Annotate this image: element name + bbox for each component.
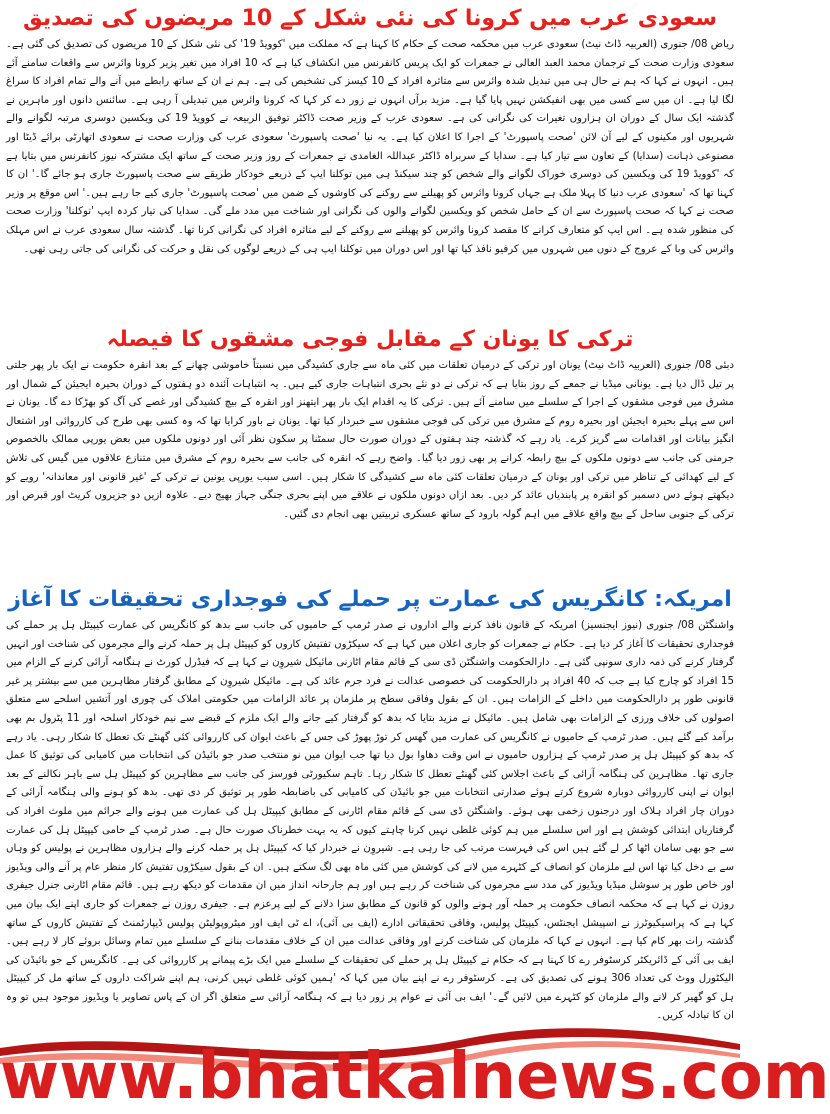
article-body: واشنگٹن 08/ جنوری (نیوز ایجنسیز) امریکہ کے قانون نافذ کرنے والے اداروں نے صدر ٹرمپ کے حامیوں کی جانب سے بدھ کو کانگریس کی عمارت کیپیٹل ہل پر حملے کی فوجداری تحقیقات کا آغاز کر دیا ہے۔ حکام نے جمعرات کو جاری اعلان میں کہا ہے کہ سیکڑوں تفتیش کاروں کو کیپیٹل ہل پر حملہ کرنے والے مجرموں کی شناخت اور انہیں گرفتار کرنے کی ذمہ داری سونپی گئی ہے۔ دارالحکومت واشنگٹن ڈی سی کے قائم مقام اٹارنی مائیکل شیروِن نے کہا ہے کہ فیڈرل کورٹ نے ہنگامہ آرائی کرنے کے الزام میں 15 افراد کو چارج کیا ہے جب کہ 40 افراد پر دارالحکومت کی خصوصی عدالت نے فرد جرم عائد کی ہے۔ مائیکل شیروِن کے مطابق گرفتار مظاہرین میں سے بیشتر پر غیر قانونی طور پر دارالحکومت میں داخلے کے الزامات ہیں۔ ان کے بقول وفاقی سطح پر ملزمان پر عائد الزامات میں حکومتی املاک کی چوری اور آتشیں اسلحے سے متعلق اصولوں کی خلاف ورزی کے الزامات بھی شامل ہیں۔ مائیکل نے مزید بتایا کہ بدھ کو گرفتار کیے جانے والے ایک ملزم کے قبضے سے نیم خودکار اسلحہ اور 11 پٹرول بم بھی برآمد کیے گئے ہیں۔ صدر ٹرمپ کے حامیوں نے کانگریس کی عمارت میں گھس کر توڑ پھوڑ کی جس کے باعث ایوان کی کارروائی کئی گھنٹے تک تعطل کا شکار رہی۔ یاد رہے کہ بدھ کو کیپیٹل ہل پر صدر ٹرمپ کے ہزاروں حامیوں نے اس وقت دھاوا بول دیا تھا جب ایوان میں نو منتخب صدر جو بائیڈن کی انتخابات میں کامیابی کی توثیق کا عمل جاری تھا۔ مظاہرین کی ہنگامہ آرائی کے باعث اجلاس کئی گھنٹے تعطل کا شکار رہا۔ تاہم سکیورٹی فورسز کی جانب سے مظاہرین کو کیپیٹل ہل سے باہر نکالنے کے بعد ایوان نے اپنی کارروائی دوبارہ شروع کرتے ہوئے صدارتی انتخابات میں جو بائیڈن کی کامیابی کی باضابطہ طور پر توثیق کر دی تھی۔ بدھ کو ہونے والی ہنگامہ آرائی کے دوران چار افراد ہلاک اور درجنوں زخمی بھی ہوئے۔ واشنگٹن ڈی سی کے قائم مقام اٹارنی کے مطابق کیپیٹل ہل کی عمارت میں ہونے والے جرائم میں ملوث افراد کی گرفتاریاں ابتدائی کوشش ہے اور اس سلسلے میں ہم کوئی غلطی نہیں کرنا چاہتے کیوں کہ یہ بہت خطرناک صورت حال ہے۔ صدر ٹرمپ کے حامی کیپیٹل ہل کی عمارت سے جو بھی سامان اٹھا کر لے گئے ہیں اس کی فہرست مرتب کی جا رہی ہے۔ شیروِن نے خبردار کیا کہ کیپیٹل ہل پر حملہ کرنے والے ہزاروں مظاہرین نے پولیس کو وہاں سے بے دخل کیا تھا اس لیے ملزمان کو انصاف کے کٹہرے میں لانے کی کوشش میں کئی ماہ بھی لگ سکتے ہیں۔ ان کے بقول سیکڑوں تفتیش کار منظر عام پر آنے والی ویڈیوز اور خاص طور پر سوشل میڈیا ویڈیوز کی مدد سے مجرموں کی شناخت کر رہے ہیں اور ہم جارحانہ انداز میں ان مقدمات کو دیکھ رہے ہیں۔ قائم مقام اٹارنی جنرل جیفری روزن نے کہا ہے کہ محکمہ انصاف حکومت پر حملہ آور ہونے والوں کو قانون کے مطابق سزا دلانے کے لیے پرعزم ہے۔ جیفری روزن نے جمعرات کو جاری اپنے ایک بیان میں کہا ہے کہ پراسیکیوٹرز نے اسپیشل ایجنٹس، کیپیٹل پولیس، وفاقی تحقیقاتی ادارے (ایف بی آئی)، اے ٹی ایف اور میٹروپولیٹن پولیس ڈیپارٹمنٹ کے تفتیش کاروں کے ساتھ گذشتہ رات بھر کام کیا ہے۔ انہوں نے کہا کہ ملزمان کی شناخت کرنے اور وفاقی عدالت میں ان کے خلاف مقدمات بنانے کے سلسلے میں تمام وسائل بروئے کار لا رہے ہیں۔ ایف بی آئی کے ڈائریکٹر کرسٹوفر رے کا کہنا ہے کہ حکام نے کیپیٹل ہل پر حملے کی تحقیقات کے سلسلے میں ایک بڑے پیمانے پر کارروائی کی ہے۔ کانگریس کے جو بائیڈن کی الیکٹورل ووٹ کی تعداد 306 ہونے کی تصدیق کی ہے۔ کرسٹوفر رے نے اپنے بیان میں کہا کہ 'ہمیں کوئی غلطی نہیں کرنی، ہم اپنے شراکت داروں کے ساتھ مل کر کیپیٹل ہل کو گھیر کر لانے والے ملزمان کو کٹہرے میں لائیں گے۔' ایف بی آئی نے عوام پر زور دیا ہے کہ ہنگامہ آرائی سے متعلق اگر ان کے پاس تصاویر یا ویڈیوز موجود ہیں تو وہ ان کا تبادلہ کریں۔	[6, 620, 735, 1022]
site-footer-banner	[0, 1028, 830, 1114]
article-turkey-greece	[6, 323, 734, 603]
article-body: دبئی 08/ جنوری (العربیہ ڈاٹ نیٹ) یونان اور ترکی کے درمیان تعلقات میں کئی ماہ سے جاری کشیدگی میں نسبتاً خاموشی چھانے کے بعد انقرہ حکومت نے ایک بار پھر جلتی پر تیل ڈال دیا ہے۔ یونانی میڈیا نے جمعے کے روز بتایا ہے کہ ترکی نے دو نئے بحری انتباہات جاری کیے ہیں۔ یہ انتباہات آئندہ دو ہفتوں کے دوران بحیرہ ایجیئن کے شمال اور مشرق میں فوجی مشقوں کے اجرا کے سلسلے میں سامنے آئے ہیں۔ ترکی کا یہ اقدام ایک بار پھر ایتھنز اور انقرہ کے بیچ کشیدگی اور غصے کی آگ کو بھڑکا دے گا۔ یونان نے اس سے پہلے بحیرہ ایجیئن اور بحیرہ روم کے مشرق میں ترکی کی فوجی مشقوں سے خبردار کیا تھا۔ یونان نے باور کرایا تھا کہ وہ کسی بھی طرح کی کارروائی اور اشتعال انگیز بیانات اور اقدامات سے گریز کرے۔ یاد رہے کہ گذشتہ چند ہفتوں کے دوران صورت حال سمٹنا پر سکون نظر آئی اور دونوں ملکوں میں بعض یورپی ممالک بالخصوص جرمنی کی جانب سے دونوں ملکوں کے بیچ رابطہ کرانے پر بھی زور دیا گیا۔ واضح رہے کہ انقرہ کی جانب سے بحیرہ روم کے مشرق میں متنازع علاقوں میں گیس کی تلاش کے لیے کھدائی کے تناظر میں ترکی اور یونان کے درمیان تعلقات کئی ماہ سے کشیدگی کا شکار ہیں۔ اسی سبب یورپی یونین نے ترکی کے 'غیر قانونی اور معاندانہ' رویے کو دیکھتے ہوئے دس دسمبر کو انقرہ پر پابندیاں عائد کر دیں۔ بعد ازاں دونوں ملکوں نے علاقے میں اپنے بحری جنگی جہاز بھیج دیے۔ علاوہ ازیں دو جزیروں کریٹ اور قبرص اور ترکی کے جنوبی ساحل کے بیچ واقع علاقے میں اہم گولہ بارود کے ساتھ عسکری تربیتیں بھی انجام دی گئیں۔	[6, 360, 734, 520]
article-us-capitol	[6, 583, 734, 1047]
website-url[interactable]: www.bhatkalnews.com	[0, 1040, 830, 1114]
article-body: ریاض 08/ جنوری (العربیہ ڈاٹ نیٹ) سعودی عرب میں محکمہ صحت کے حکام کا کہنا ہے کہ مملکت میں 'کوویڈ 19' کی نئی شکل کے 10 مریضوں کی تصدیق کی گئی ہے۔ سعودی وزارت صحت کے ترجمان محمد العبد العالی نے جمعرات کو ایک پریس کانفرنس میں انکشاف کیا ہے کہ 10 افراد میں تغیر پزیر کرونا وائرس سے واقعات سامنے آئے ہیں۔ انہوں نے کہا کہ ہم نے حال ہی میں تبدیل شدہ وائرس سے متاثرہ افراد کے 10 کیسز کی تشخیص کی ہے۔ ہم نے ان کے ساتھ رابطے میں آنے والے تمام افراد کا سراغ لگا لیا ہے۔ ان میں سے کسی میں بھی انفیکشن نہیں پایا گیا ہے۔ مزید برآں انہوں نے زور دے کر کہا کہ کرونا وائرس میں تبدیلی آ رہی ہے۔ سائنس دانوں اور ماہرین نے گذشتہ ایک سال کے دوران ان ہزاروں تغیرات کی نگرانی کی ہے۔ سعودی عرب کے وزیر صحت ڈاکٹر توفیق الربیعہ نے کوویڈ 19 کی ویکسین دوسری مرتبہ لگوانے والے شہریوں اور مکینوں کے لیے آن لائن 'صحت پاسپورٹ' کے اجرا کا اعلان کیا ہے۔ یہ نیا 'صحت پاسپورٹ' سعودی عرب کی وزارت صحت نے سعودی اتھارٹی برائے ڈیٹا اور مصنوعی ذہانت (سدایا) کے تعاون سے تیار کیا ہے۔ سدایا کے سربراہ ڈاکٹر عبداللہ الغامدی نے جمعرات کے روز وزیر صحت کے ساتھ ایک مشترکہ نیوز کانفرنس میں بتایا ہے کہ 'کوویڈ 19 کی ویکسین کی دوسری خوراک لگوانے والے شخص کو چند سیکنڈ ہی میں توکلنا ایپ کے ذریعے خودکار طریقے سے صحت پاسپورٹ جاری ہو جائے گا۔' ان کا کہنا تھا کہ 'سعودی عرب دنیا کا پہلا ملک ہے جہاں کرونا وائرس کو پھیلنے سے روکنے کی کاوشوں کے ضمن میں 'صحت پاسپورٹ' جاری کیے جا رہے ہیں۔' اس موقع پر وزیر صحت نے کہا کہ صحت پاسپورٹ سے ان کے حامل شخص کو ویکسین لگوانے والوں کی نگرانی اور شناخت میں مدد ملے گی۔ سدایا کی تیار کردہ ایپ 'توکلنا' وزارت صحت کی منظور شدہ ہے۔ اس ایپ کو متعارف کرانے کا مقصد کرونا وائرس کو پھیلنے سے روکنے کے لیے متاثرہ افراد کی نگرانی کرنا تھا۔ گذشتہ سال سعودی عرب نے اس مہلک وائرس کی وبا کے عروج کے دنوں میں شہروں میں کرفیو نافذ کیا تھا اور اس دوران میں توکلنا ایپ ہی کے ذریعے لوگوں کی نقل و حرکت کی نگرانی کی جاتی رہی تھی۔	[6, 39, 735, 255]
headline-us-capitol: امریکہ: کانگریس کی عمارت پر حملے کی فوجداری تحقیقات کا آغاز	[8, 587, 732, 612]
headline-turkey-greece: ترکی کا یونان کے مقابل فوجی مشقوں کا فیصلہ	[106, 327, 634, 352]
headline-saudi-covid: سعودی عرب میں کرونا کی نئی شکل کے 10 مریضوں کی تصدیق	[23, 6, 717, 31]
article-saudi-covid	[6, 2, 734, 338]
